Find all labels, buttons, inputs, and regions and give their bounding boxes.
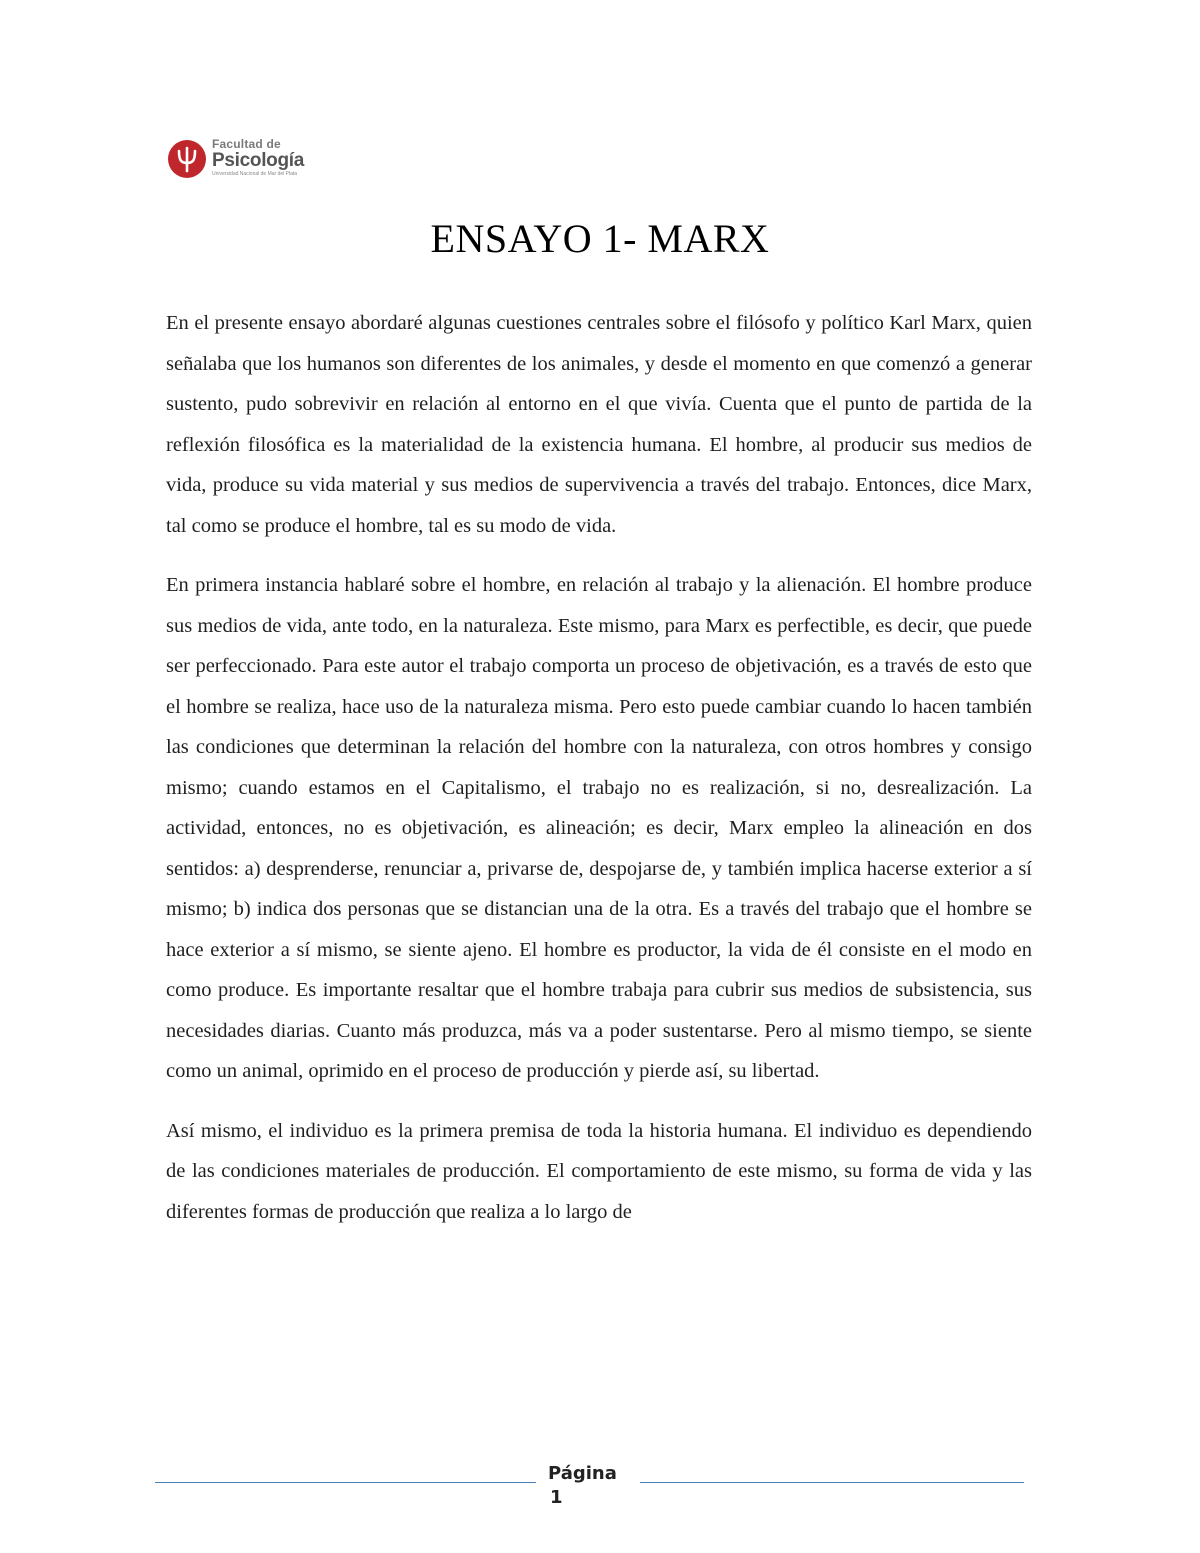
paragraph-1: En el presente ensayo abordaré algunas cuestiones centrales sobre el filósofo y político Karl Marx, quien señalaba que los humanos son diferentes de los animales, y desde el momento en que comenzó a generar sustento, pudo sobrevivir en relación al entorno en el que vivía. Cuenta que el punto de partida de la reflexión filosófica es la materialidad de la existencia humana. El hombre, al producir sus medios de vida, produce su vida material y sus medios de supervivencia a través del trabajo. Entonces, dice Marx, tal como se produce el hombre, tal es su modo de vida.: [166, 312, 1032, 537]
logo-tagline: Universidad Nacional de Mar del Plata: [212, 171, 298, 177]
logo-line-2: Psicología: [212, 150, 305, 171]
paragraph-2: En primera instancia hablaré sobre el hombre, en relación al trabajo y la alienación. El hombre produce sus medios de vida, ante todo, en la naturaleza. Este mismo, para Marx es perfectible, es decir, que puede ser perfeccionado. Para este autor el trabajo comporta un proceso de objetivación, es a través de esto que el hombre se realiza, hace uso de la naturaleza misma. Pero esto puede cambiar cuando lo hacen también las condiciones que determinan la relación del hombre con la naturaleza, con otros hombres y consigo mismo; cuando estamos en el Capitalismo, el trabajo no es realización, si no, desrealización. La actividad, entonces, no es objetivación, es alineación; es decir, Marx empleo la alineación en dos sentidos: a) desprenderse, renunciar a, privarse de, despojarse de, y también implica hacerse exterior a sí mismo; b) indica dos personas que se distancian una de la otra. Es a través del trabajo que el hombre se hace exterior a sí mismo, se siente ajeno. El hombre es productor, la vida de él consiste en el modo en como produce. Es importante resaltar que el hombre trabaja para cubrir sus medios de subsistencia, sus necesidades diarias. Cuanto más produzca, más va a poder sustentarse. Pero al mismo tiempo, se siente como un animal, oprimido en el proceso de producción y pierde así, su libertad.: [166, 574, 1032, 1082]
footer-page-label: Página: [548, 1463, 617, 1484]
document-title: ENSAYO 1- MARX: [430, 216, 770, 261]
logo-wordmark: [212, 138, 304, 178]
faculty-logo: [168, 138, 308, 182]
paragraph-3: Así mismo, el individuo es la primera premisa de toda la historia humana. El individuo es dependiendo de las condiciones materiales de producción. El comportamiento de este mismo, su forma de vida y las diferentes formas de producción que realiza a lo largo de: [166, 1119, 1032, 1223]
footer-rule-left: [155, 1482, 536, 1483]
psi-icon: [168, 140, 206, 178]
logo-line-1: Facultad de: [212, 137, 281, 151]
footer-page-number: 1: [550, 1487, 563, 1508]
document-body: [166, 303, 1032, 1251]
footer-rule-right: [640, 1482, 1024, 1483]
